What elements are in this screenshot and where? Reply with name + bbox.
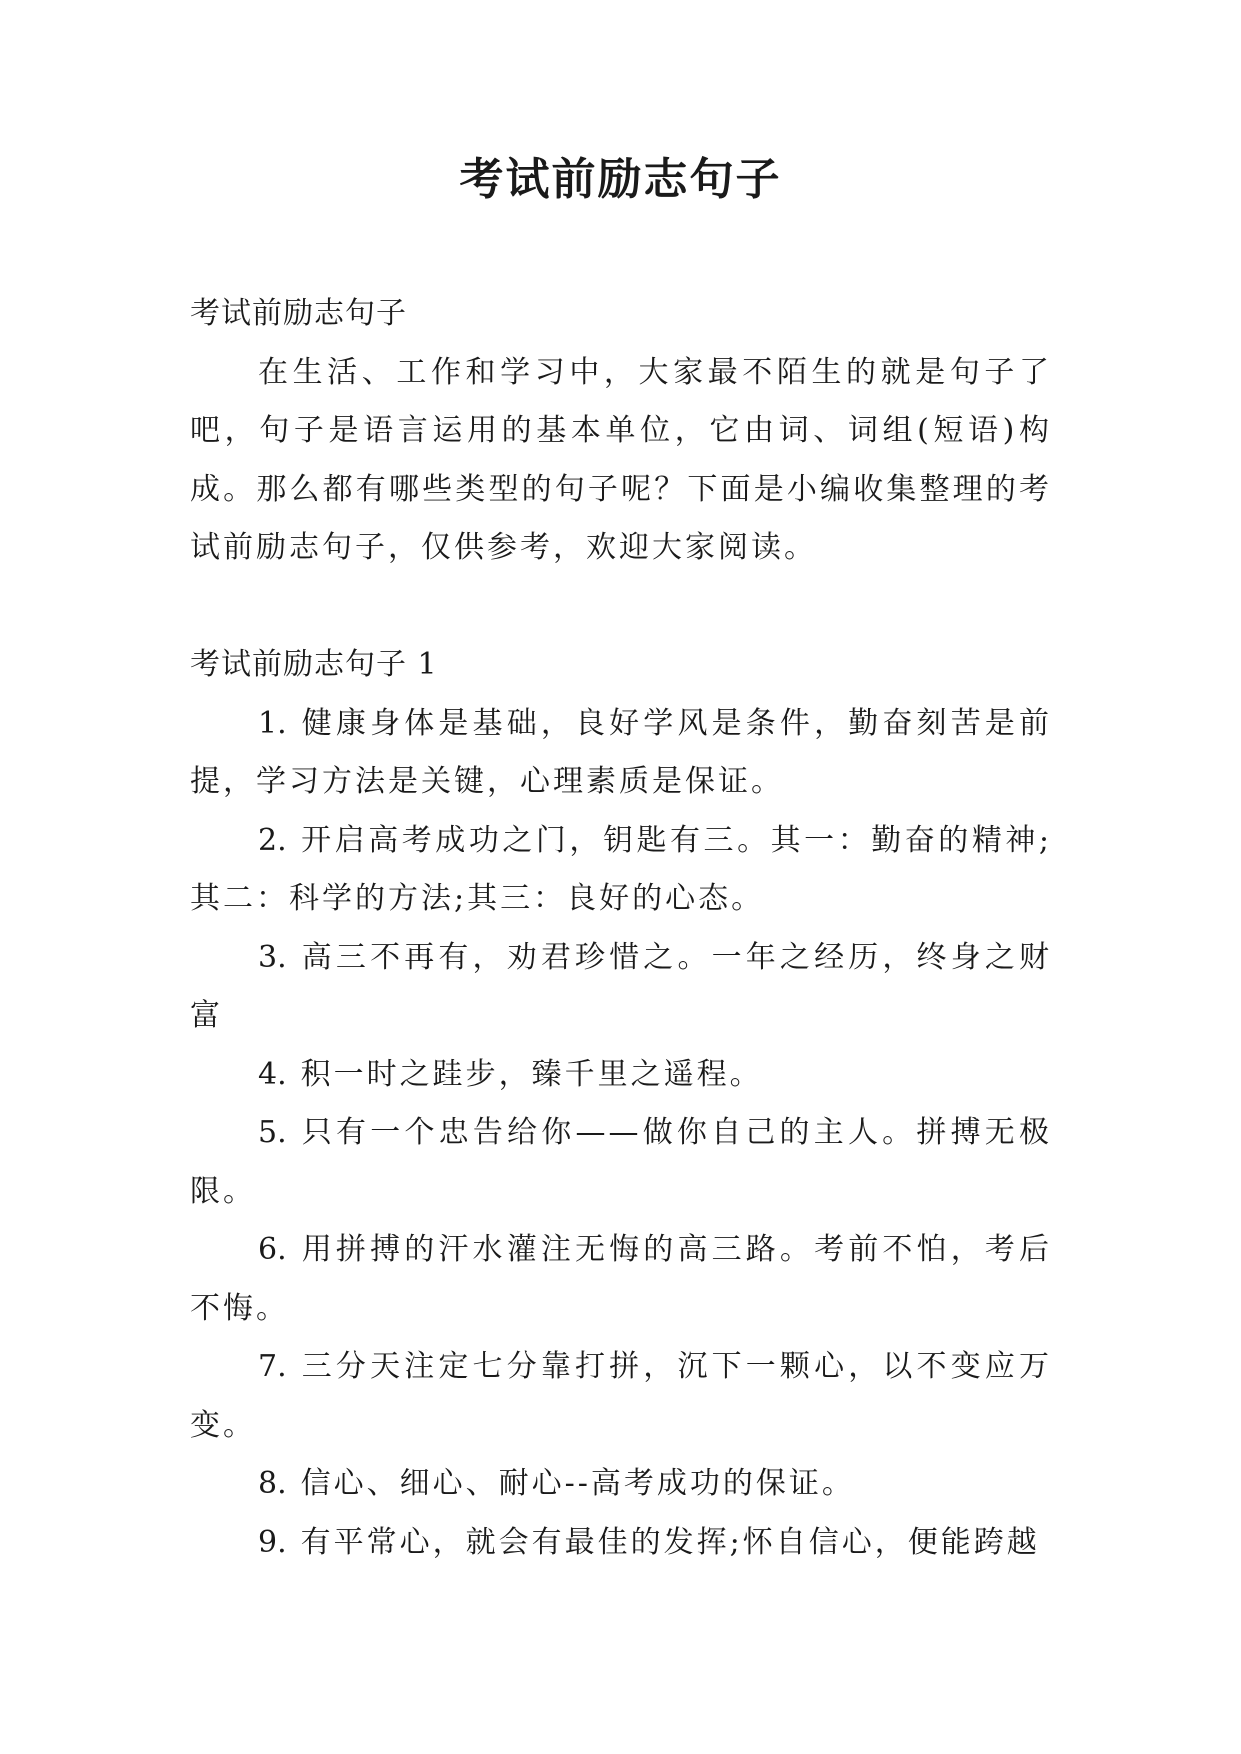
- item-text: 有平常心，就会有最佳的发挥;怀自信心，便能跨越: [300, 1524, 1040, 1560]
- list-item: [190, 695, 1052, 812]
- item-number: 5.: [258, 1115, 287, 1150]
- item-number: 7.: [258, 1349, 287, 1384]
- item-number: 8.: [258, 1466, 287, 1501]
- list-item: [190, 929, 1052, 1046]
- item-text: 只有一个忠告给你——做你自己的主人。拼搏无极限。: [190, 1115, 1052, 1209]
- intro-paragraph: 在生活、工作和学习中，大家最不陌生的就是句子了吧，句子是语言运用的基本单位，它由词、词组(短语)构成。那么都有哪些类型的句子呢？下面是小编收集整理的考试前励志句子，仅供参考，欢迎大家阅读。: [190, 354, 1052, 565]
- item-text: 开启高考成功之门，钥匙有三。其一：勤奋的精神;其二：科学的方法;其三：良好的心态。: [190, 822, 1052, 916]
- document-subtitle: 考试前励志句子: [190, 296, 407, 331]
- list-item: [190, 1514, 1052, 1573]
- item-number: 2.: [258, 822, 287, 858]
- item-text: 健康身体是基础，良好学风是条件，勤奋刻苦是前提，学习方法是关键，心理素质是保证。: [190, 705, 1052, 799]
- item-number: 6.: [258, 1232, 287, 1267]
- section-heading: 考试前励志句子 1: [190, 647, 438, 682]
- list-item: [190, 1221, 1052, 1338]
- list-item: [190, 1455, 1052, 1514]
- list-item: [190, 1046, 1052, 1105]
- item-number: 3.: [258, 939, 287, 975]
- document-title: 考试前励志句子: [459, 154, 782, 205]
- item-text: 积一时之跬步，臻千里之遥程。: [300, 1056, 763, 1092]
- item-number: 1.: [258, 705, 287, 741]
- item-text: 用拼搏的汗水灌注无悔的高三路。考前不怕，考后不悔。: [190, 1232, 1052, 1326]
- item-number: 4.: [258, 1056, 287, 1092]
- item-text: 高三不再有，劝君珍惜之。一年之经历，终身之财富: [190, 939, 1052, 1033]
- item-number: 9.: [258, 1524, 287, 1560]
- section-spacer: [190, 578, 1052, 637]
- document-body: [190, 285, 1052, 1572]
- list-item: [190, 812, 1052, 929]
- list-item: [190, 1104, 1052, 1221]
- item-text: 信心、细心、耐心--高考成功的保证。: [300, 1466, 855, 1501]
- item-text: 三分天注定七分靠打拼，沉下一颗心，以不变应万变。: [190, 1349, 1052, 1443]
- list-item: [190, 1338, 1052, 1455]
